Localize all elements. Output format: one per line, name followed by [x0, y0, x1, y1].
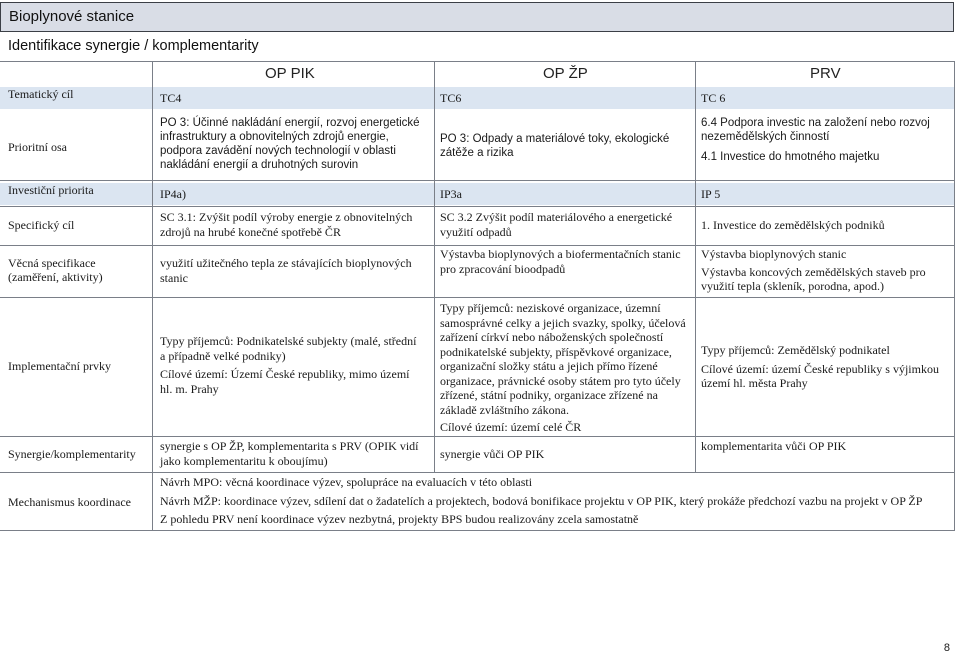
program-prv: PRV: [810, 65, 841, 82]
cell-prv: [701, 116, 951, 164]
row-label-line-1: Věcná specifikace: [8, 256, 96, 270]
cell-zp: TC6: [440, 91, 462, 105]
grid-line: [0, 245, 955, 246]
cell-coordination: [160, 475, 950, 527]
cell-pik: IP4a): [160, 187, 186, 201]
page-title: Bioplynové stanice: [0, 2, 954, 32]
thematic-goal-row: [0, 87, 955, 109]
row-label: Prioritní osa: [8, 140, 67, 154]
cell-zp: PO 3: Odpady a materiálové toky, ekologické zátěže a rizika: [440, 133, 670, 159]
grid-line: [152, 62, 153, 531]
prv-activity-2: Výstavba koncových zemědělských staveb pro využití tepla (skleník, porodna, apod.): [701, 264, 926, 293]
synergy-row: [0, 437, 955, 472]
program-op-zp: OP ŽP: [543, 65, 588, 82]
program-op-pik: OP PIK: [265, 65, 315, 82]
activities-row: [0, 246, 955, 296]
grid-line: [434, 62, 435, 473]
cell-prv: TC 6: [701, 91, 726, 105]
cell-pik: SC 3.1: Zvýšit podíl výroby energie z obnovitelných zdrojů na hrubé konečné spotřebě ČR: [160, 210, 413, 239]
grid-line: [0, 206, 955, 207]
row-label: Specifický cíl: [8, 218, 75, 232]
cell-prv: [701, 247, 951, 294]
cell-pik: využití užitečného tepla ze stávajících bioplynových stanic: [160, 256, 412, 285]
cell-zp: IP3a: [440, 187, 462, 201]
cell-prv: komplementarita vůči OP PIK: [701, 439, 847, 453]
pik-recipients: Typy příjemců: Podnikatelské subjekty (malé, střední a případně velké podniky): [160, 334, 417, 363]
prv-recipients: Typy příjemců: Zemědělský podnikatel: [701, 343, 890, 357]
row-label: Investiční priorita: [8, 183, 94, 197]
cell-prv: 1. Investice do zemědělských podniků: [701, 218, 885, 232]
prv-activity-1: Výstavba bioplynových stanic: [701, 247, 847, 261]
row-label: Mechanismus koordinace: [8, 495, 131, 509]
zp-territory: Cílové území: území celé ČR: [440, 420, 582, 434]
grid-line: [0, 436, 955, 437]
cell-zp: SC 3.2 Zvýšit podíl materiálového a energetické využití odpadů: [440, 210, 673, 239]
grid-line: [0, 530, 955, 531]
priority-axis-row: [0, 112, 955, 180]
row-label: Synergie/komplementarity: [8, 447, 136, 461]
row-label-line-2: (zaměření, aktivity): [8, 270, 103, 284]
cell-pik: synergie s OP ŽP, komplementarita s PRV (OPIK vidí jako komplementaritu k oboujímu): [160, 439, 419, 468]
cell-pik: [160, 334, 422, 396]
page-subtitle: Identifikace synergie / komplementarity: [8, 38, 259, 54]
cell-zp: synergie vůči OP PIK: [440, 447, 545, 461]
investment-priority-row: [0, 183, 955, 205]
prv-measure-2: 4.1 Investice do hmotného majetku: [701, 151, 880, 163]
cell-pik: PO 3: Účinné nakládání energií, rozvoj energetické infrastruktury a obnovitelných zdrojů energie, podpora zavádění nových technologií v oblasti nakládání energií a druhotných surovin: [160, 117, 420, 171]
coordination-prv: Z pohledu PRV není koordinace výzev nezbytná, projekty BPS budou realizovány zcela samostatně: [160, 512, 639, 526]
grid-line: [0, 180, 955, 181]
specific-goal-row: [0, 207, 955, 245]
grid-line: [0, 297, 955, 298]
prv-measure-1: 6.4 Podpora investic na založení nebo rozvoj nezemědělských činností: [701, 117, 930, 143]
grid-line: [695, 62, 696, 473]
row-label: Tematický cíl: [8, 87, 74, 101]
cell-pik: TC4: [160, 91, 182, 105]
cell-prv: [701, 343, 951, 391]
cell-zp: [440, 301, 692, 435]
coordination-mzp: Návrh MŽP: koordinace výzev, sdílení dat o žadatelích a projektech, bodová bonifikace projektu v OP PIK, který prokáže předchozí vazbu na projekt v OP ŽP: [160, 493, 923, 508]
grid-line: [954, 62, 955, 531]
cell-zp: Výstavba bioplynových a biofermentačních stanic pro zpracování bioodpadů: [440, 247, 681, 276]
page-number: 8: [943, 642, 950, 654]
pik-territory: Cílové území: Území České republiky, mimo území hl. m. Prahy: [160, 367, 410, 396]
zp-recipients: Typy příjemců: neziskové organizace, územní samosprávné celky a jejich svazky, spolky, účelová zařízení církví nebo náboženských společností podnikatelské subjekty, příspěvkové organizace, organizační složky státu a jejich přímo řízené organizace, právnické osoby státem pro tyto účely zřízené, státní podniky, organizace zřízené na základě zvláštního zákona.: [440, 301, 686, 417]
grid-line: [0, 61, 955, 62]
row-label: Implementační prvky: [8, 359, 111, 373]
coordination-mpo: Návrh MPO: věcná koordinace výzev, spolupráce na evaluacích v této oblasti: [160, 475, 533, 489]
cell-prv: IP 5: [701, 187, 721, 201]
grid-line: [0, 472, 955, 473]
implementation-row: [0, 298, 955, 436]
row-label: [8, 256, 103, 284]
program-header: [0, 61, 955, 85]
coordination-row: [0, 473, 955, 530]
prv-territory: Cílové území: území České republiky s výjimkou území hl. města Prahy: [701, 361, 939, 390]
